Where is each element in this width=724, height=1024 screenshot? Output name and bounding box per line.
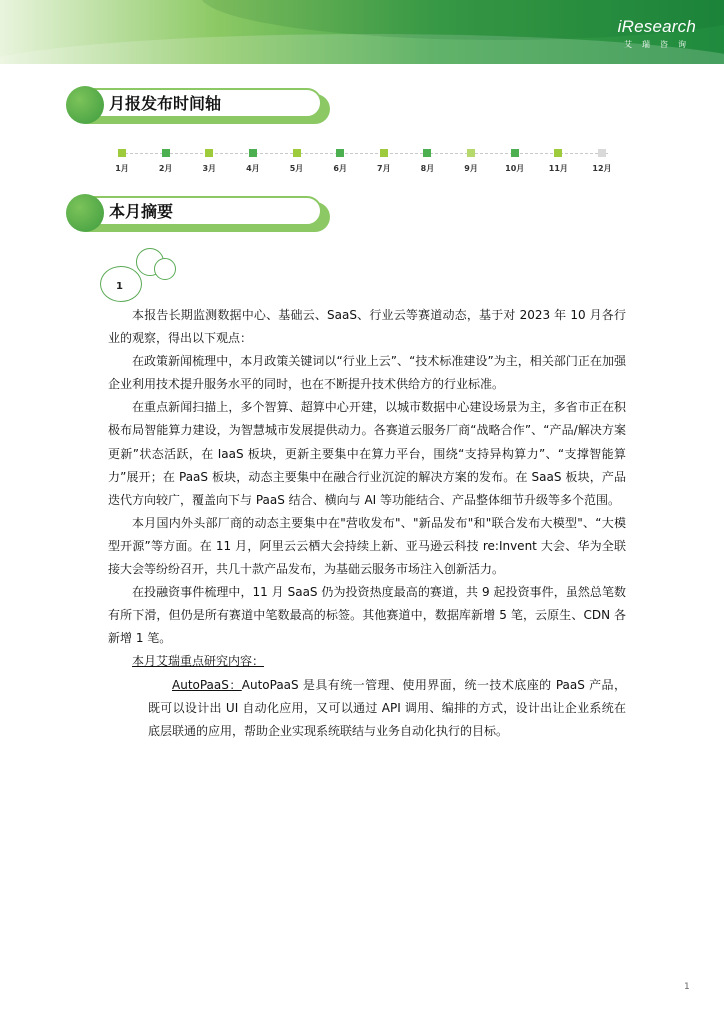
timeline-month [107, 148, 137, 173]
paragraph: 在重点新闻扫描上，多个智算、超算中心开建，以城市数据中心建设场景为主，多省市正在积极布局智能算力建设，为智慧城市发展提供动力。各赛道云服务厂商“战略合作”、“产品/解决方案更新”状态活跃，在 IaaS 板块，更新主要集中在算力平台，围绕“支持异构算力”、“支撑智能算力”展开；在 PaaS 板块，动态主要集中在融合行业沉淀的解决方案的发布。在 SaaS 板块，产品迭代方向较广，覆盖向下与 PaaS 结合、横向与 AI 等功能结合、产品整体细节升级等多个范围。 [108, 400, 626, 507]
timeline-marker [380, 149, 388, 157]
section-header-timeline [66, 86, 330, 126]
badge-number: 1 [116, 281, 123, 292]
paragraph: 本报告长期监测数据中心、基础云、SaaS、行业云等赛道动态，基于对 2023 年 10 月各行业的观察，得出以下观点： [108, 308, 626, 346]
timeline-month-label: 6月 [333, 164, 347, 173]
header-band [0, 0, 724, 64]
timeline-month [325, 148, 355, 173]
timeline-month [412, 148, 442, 173]
timeline-month-label: 1月 [115, 164, 129, 173]
section-circle-icon [66, 194, 104, 232]
timeline-marker [554, 149, 562, 157]
timeline-month-label: 10月 [505, 164, 525, 173]
page-number: 1 [684, 982, 690, 992]
summary-body [108, 304, 626, 743]
focus-item-text: AutoPaaS 是具有统一管理、使用界面，统一技术底座的 PaaS 产品，既可以设计出 UI 自动化应用，又可以通过 API 调用、编排的方式，设计出让企业系统在底层联通的应用，帮助企业实现系统联结与业务自动化执行的目标。 [148, 677, 626, 738]
focus-item [148, 674, 626, 743]
timeline-month-label: 9月 [464, 164, 478, 173]
brand-name-cn: 艾瑞咨询 [624, 40, 696, 49]
paragraph: 本月国内外头部厂商的动态主要集中在"营收发布"、"新品发布"和"联合发布大模型"、“大模型开源”等方面。在 11 月，阿里云云栖大会持续上新、亚马逊云科技 re:Invent 大会、华为全联接大会等纷纷召开，共几十款产品发布，为基础云服务市场注入创新活力。 [108, 515, 626, 577]
timeline-month [543, 148, 573, 173]
cloud-icon [154, 258, 176, 280]
report-timeline [115, 148, 612, 178]
timeline-month-label: 11月 [548, 164, 568, 173]
timeline-month-label: 5月 [289, 164, 304, 173]
timeline-month [369, 148, 399, 173]
timeline-month [500, 148, 530, 173]
timeline-marker [598, 149, 606, 157]
timeline-month [151, 148, 181, 173]
paragraph: 在政策新闻梳理中，本月政策关键词以“行业上云”、“技术标准建设”为主，相关部门正在加强企业利用技术提升服务水平的同时，也在不断提升技术供给方的行业标准。 [108, 354, 626, 392]
paragraph: 在投融资事件梳理中，11 月 SaaS 仍为投资热度最高的赛道，共 9 起投资事件，虽然总笔数有所下滑，但仍是所有赛道中笔数最高的标签。其他赛道中，数据库新增 5 笔，云原生、CDN 各新增 1 笔。 [108, 585, 626, 646]
focus-item-title: AutoPaaS： [172, 677, 242, 692]
timeline-marker [293, 149, 301, 157]
timeline-marker [118, 149, 126, 157]
timeline-month [238, 148, 268, 173]
cloud-number-badge [98, 244, 182, 300]
timeline-marker [205, 149, 213, 157]
brand-logo [618, 18, 696, 49]
timeline-month-label: 7月 [377, 164, 391, 173]
timeline-month [282, 148, 312, 173]
timeline-month-label: 12月 [592, 164, 612, 173]
section-title: 月报发布时间轴 [109, 94, 222, 113]
timeline-line [120, 153, 608, 155]
timeline-month-label: 2月 [158, 164, 173, 173]
timeline-marker [249, 149, 257, 157]
section-circle-icon [66, 86, 104, 124]
timeline-marker [467, 149, 475, 157]
timeline-month [194, 148, 224, 173]
section-header-summary [66, 194, 330, 234]
timeline-month-label: 4月 [246, 164, 260, 173]
focus-heading-text: 本月艾瑞重点研究内容： [132, 654, 265, 669]
timeline-month-label: 3月 [202, 164, 217, 173]
timeline-marker [162, 149, 170, 157]
focus-heading [108, 650, 626, 673]
timeline-marker [336, 149, 344, 157]
timeline-month-label: 8月 [420, 164, 435, 173]
timeline-marker [423, 149, 431, 157]
header-wave [0, 34, 724, 64]
section-title: 本月摘要 [109, 202, 174, 221]
timeline-month [587, 148, 617, 173]
brand-name: iResearch [617, 17, 696, 36]
timeline-marker [511, 149, 519, 157]
timeline-month [456, 148, 486, 173]
